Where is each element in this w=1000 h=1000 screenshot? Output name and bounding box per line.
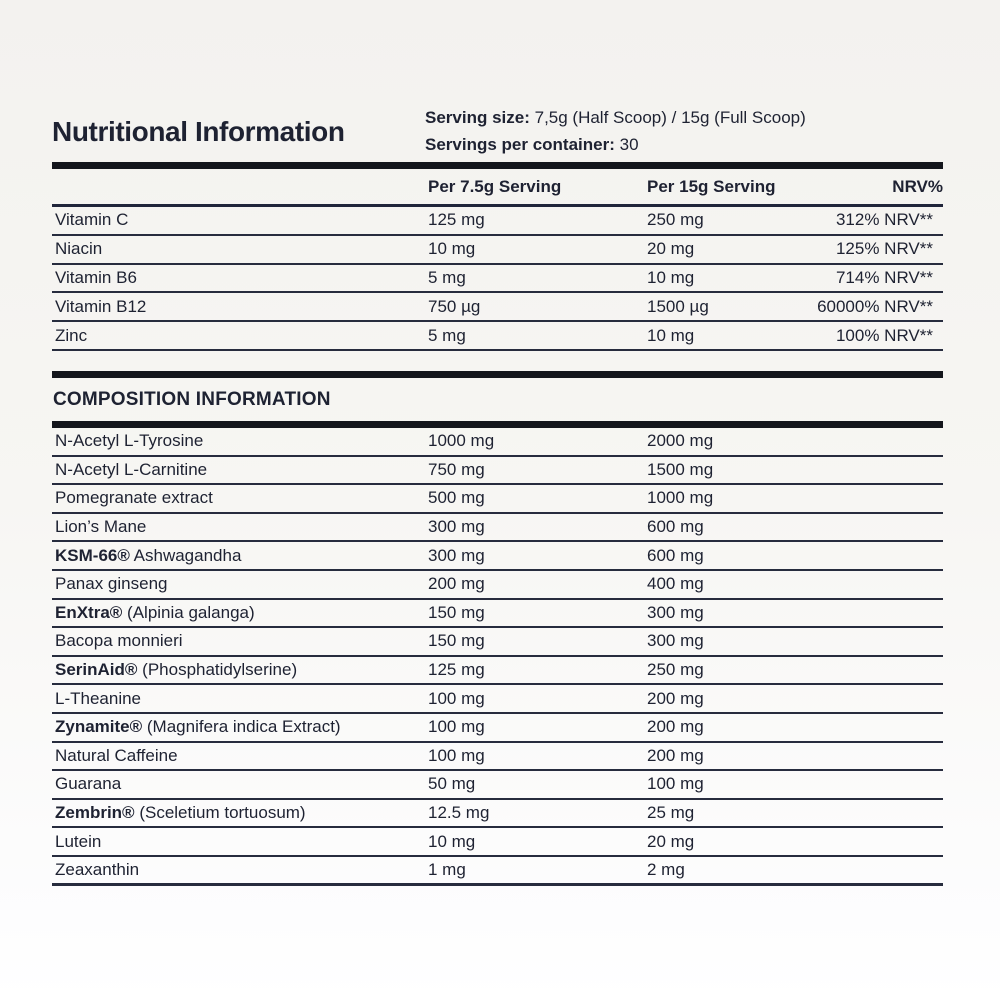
ingredient-half-serving-amount: 200 mg <box>428 574 485 594</box>
ingredient-half-serving-amount: 1 mg <box>428 859 466 879</box>
ingredient-rest: N-Acetyl L-Carnitine <box>55 459 208 479</box>
nutrient-full-serving-amount: 20 mg <box>647 239 695 259</box>
composition-row <box>52 714 943 743</box>
nutrient-nrv-value: 60000% NRV** <box>817 296 933 316</box>
ingredient-full-serving-amount: 25 mg <box>647 803 695 823</box>
section-divider-bar <box>52 421 943 428</box>
nutrient-row <box>52 207 943 236</box>
nutrient-half-serving-amount: 125 mg <box>428 210 485 230</box>
ingredient-name <box>52 774 428 794</box>
ingredient-name <box>52 460 428 480</box>
nutrient-nrv-value: 312% NRV** <box>835 210 933 230</box>
ingredient-name <box>52 717 428 737</box>
ingredient-rest: Guarana <box>55 774 122 794</box>
composition-row <box>52 800 943 829</box>
serving-info <box>425 104 806 158</box>
nutrient-nrv-value: 125% NRV** <box>835 239 933 259</box>
ingredient-half-serving-amount: 10 mg <box>428 831 476 851</box>
ingredient-full-serving-amount: 600 mg <box>647 545 704 565</box>
nutrient-name: Vitamin B12 <box>55 296 147 316</box>
ingredient-half-serving-amount: 100 mg <box>428 688 485 708</box>
servings-per-container-label: Servings per container: <box>425 135 615 154</box>
ingredient-brand: EnXtra® <box>55 602 123 622</box>
ingredient-name <box>52 832 428 852</box>
composition-row <box>52 657 943 686</box>
ingredient-name <box>52 517 428 537</box>
ingredient-half-serving-amount: 150 mg <box>428 602 485 622</box>
ingredient-full-serving-amount: 200 mg <box>647 688 704 708</box>
ingredient-full-serving-amount: 1000 mg <box>647 488 714 508</box>
ingredient-half-serving-amount: 125 mg <box>428 660 485 680</box>
composition-table <box>52 428 943 886</box>
ingredient-rest: Natural Caffeine <box>55 745 178 765</box>
composition-row <box>52 600 943 629</box>
ingredient-full-serving-amount: 200 mg <box>647 745 704 765</box>
nutrient-name: Niacin <box>55 239 103 259</box>
nutrient-full-serving-amount: 10 mg <box>647 325 695 345</box>
ingredient-rest: Lion’s Mane <box>55 517 147 537</box>
ingredient-rest: L-Theanine <box>55 688 142 708</box>
ingredient-rest: (Sceletium tortuosum) <box>134 803 306 823</box>
nutrient-name: Vitamin B6 <box>55 267 137 287</box>
ingredient-name <box>52 860 428 880</box>
ingredient-name <box>52 631 428 651</box>
section-divider-bar <box>52 371 943 378</box>
ingredient-half-serving-amount: 300 mg <box>428 517 485 537</box>
nutrient-name: Zinc <box>55 325 88 345</box>
ingredient-half-serving-amount: 100 mg <box>428 745 485 765</box>
ingredient-half-serving-amount: 300 mg <box>428 545 485 565</box>
nutrients-header-nrv: NRV% <box>892 176 943 196</box>
nutrient-row <box>52 236 943 265</box>
composition-row <box>52 857 943 886</box>
nutrients-header-row <box>52 169 943 207</box>
nutrient-half-serving-amount: 5 mg <box>428 325 466 345</box>
servings-per-container-value: 30 <box>619 135 639 154</box>
ingredient-half-serving-amount: 750 mg <box>428 459 485 479</box>
composition-row <box>52 457 943 486</box>
ingredient-name <box>52 603 428 623</box>
ingredient-full-serving-amount: 200 mg <box>647 717 704 737</box>
nutrient-full-serving-amount: 250 mg <box>647 210 704 230</box>
composition-row <box>52 428 943 457</box>
nutrients-rows <box>52 207 943 351</box>
ingredient-brand: KSM-66® <box>55 545 130 565</box>
ingredient-full-serving-amount: 2000 mg <box>647 431 714 451</box>
ingredient-rest: Ashwagandha <box>129 545 242 565</box>
composition-row <box>52 571 943 600</box>
nutrient-row <box>52 322 943 351</box>
nutrient-full-serving-amount: 1500 µg <box>647 296 709 316</box>
nutrient-row <box>52 293 943 322</box>
ingredient-full-serving-amount: 300 mg <box>647 631 704 651</box>
nutrient-nrv-value: 714% NRV** <box>835 267 933 287</box>
ingredient-full-serving-amount: 20 mg <box>647 831 695 851</box>
nutrient-half-serving-amount: 10 mg <box>428 239 476 259</box>
ingredient-half-serving-amount: 50 mg <box>428 774 476 794</box>
ingredient-rest: Bacopa monnieri <box>55 631 183 651</box>
ingredient-name <box>52 689 428 709</box>
ingredient-half-serving-amount: 100 mg <box>428 717 485 737</box>
ingredient-name <box>52 803 428 823</box>
nutrients-header-full-serving: Per 15g Serving <box>647 176 776 196</box>
servings-per-container-line <box>425 131 806 158</box>
ingredient-half-serving-amount: 150 mg <box>428 631 485 651</box>
serving-size-line <box>425 104 806 131</box>
nutrients-header-half-serving: Per 7.5g Serving <box>428 176 562 196</box>
ingredient-rest: Pomegranate extract <box>55 488 213 508</box>
ingredient-full-serving-amount: 400 mg <box>647 574 704 594</box>
composition-row <box>52 485 943 514</box>
composition-row <box>52 628 943 657</box>
page-title: Nutritional Information <box>52 116 345 147</box>
ingredient-full-serving-amount: 100 mg <box>647 774 704 794</box>
ingredient-full-serving-amount: 600 mg <box>647 517 704 537</box>
ingredient-rest: (Magnifera indica Extract) <box>142 717 341 737</box>
nutrition-label <box>52 0 943 1000</box>
composition-row <box>52 743 943 772</box>
composition-rows <box>52 428 943 886</box>
ingredient-name <box>52 431 428 451</box>
composition-row <box>52 514 943 543</box>
ingredient-half-serving-amount: 500 mg <box>428 488 485 508</box>
ingredient-brand: SerinAid® <box>55 660 138 680</box>
nutrients-table <box>52 169 943 351</box>
ingredient-name <box>52 574 428 594</box>
ingredient-rest: (Alpinia galanga) <box>122 602 255 622</box>
ingredient-rest: (Phosphatidylserine) <box>137 660 298 680</box>
ingredient-half-serving-amount: 12.5 mg <box>428 803 490 823</box>
ingredient-brand: Zembrin® <box>55 803 135 823</box>
nutrient-nrv-value: 100% NRV** <box>835 325 933 345</box>
composition-heading: COMPOSITION INFORMATION <box>53 389 331 410</box>
ingredient-full-serving-amount: 250 mg <box>647 660 704 680</box>
nutrient-row <box>52 265 943 294</box>
ingredient-half-serving-amount: 1000 mg <box>428 431 495 451</box>
ingredient-rest: Zeaxanthin <box>55 859 140 879</box>
ingredient-rest: Panax ginseng <box>55 574 168 594</box>
nutrient-full-serving-amount: 10 mg <box>647 267 695 287</box>
serving-size-label: Serving size: <box>425 108 530 127</box>
nutrient-half-serving-amount: 5 mg <box>428 267 466 287</box>
ingredient-name <box>52 488 428 508</box>
ingredient-name <box>52 546 428 566</box>
nutrient-name: Vitamin C <box>55 210 129 230</box>
ingredient-rest: Lutein <box>55 831 102 851</box>
ingredient-full-serving-amount: 300 mg <box>647 602 704 622</box>
serving-size-value: 7,5g (Half Scoop) / 15g (Full Scoop) <box>534 108 806 127</box>
ingredient-name <box>52 660 428 680</box>
ingredient-brand: Zynamite® <box>55 717 143 737</box>
ingredient-full-serving-amount: 2 mg <box>647 859 685 879</box>
ingredient-name <box>52 746 428 766</box>
section-divider-bar <box>52 162 943 169</box>
composition-row <box>52 828 943 857</box>
composition-row <box>52 542 943 571</box>
composition-row <box>52 771 943 800</box>
nutrient-half-serving-amount: 750 µg <box>428 296 481 316</box>
ingredient-full-serving-amount: 1500 mg <box>647 459 714 479</box>
ingredient-rest: N-Acetyl L-Tyrosine <box>55 431 204 451</box>
composition-row <box>52 685 943 714</box>
